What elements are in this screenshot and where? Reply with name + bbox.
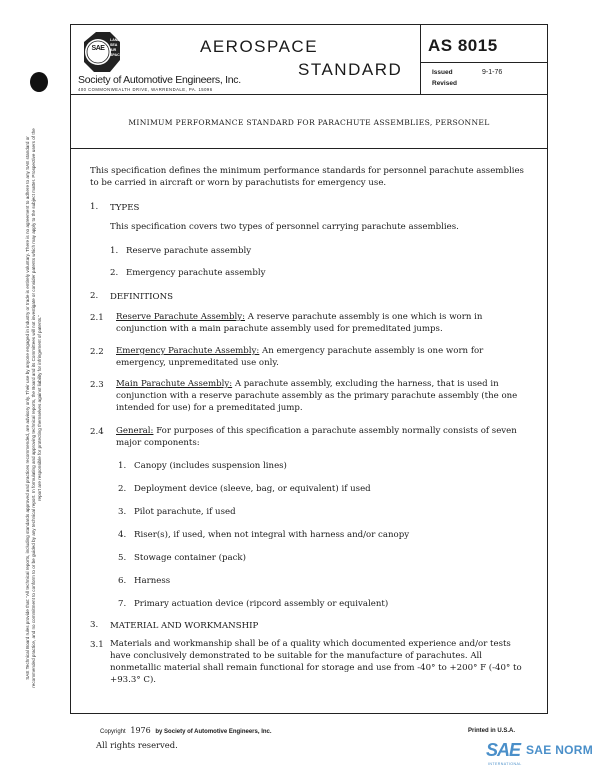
component-2-number: 2. (118, 484, 127, 494)
section-3-1-text: Materials and workmanship shall be of a quality which documented experience and/or tests have conclusively demonstrated to be suitable for the manufacture of parachutes. All nonmetallic material shall remain functional for storage and use from -40° to +200° F (-40° to +93.3° C). (110, 639, 522, 685)
issued-label: Issued (432, 69, 453, 76)
logo-letters: SAE (91, 45, 105, 52)
section-1-number: 1. (90, 202, 99, 212)
section-2-4-paragraph (116, 425, 532, 449)
section-2-1-paragraph (116, 311, 532, 335)
section-2-number: 2. (90, 291, 99, 301)
component-2-text: Deployment device (sleeve, bag, or equivalent) if used (134, 484, 371, 494)
section-1-item-2-text: Emergency parachute assembly (126, 268, 266, 278)
section-3-1-number: 3.1 (90, 640, 104, 650)
component-3-number: 3. (118, 507, 127, 517)
watermark-subtext: INTERNATIONAL (488, 762, 522, 766)
section-1-item-1-text: Reserve parachute assembly (126, 246, 252, 256)
component-5-text: Stowage container (pack) (134, 553, 246, 563)
document-frame (70, 24, 548, 714)
section-2-heading: DEFINITIONS (110, 292, 174, 302)
title-standard: STANDARD (298, 60, 403, 79)
section-2-1-number: 2.1 (90, 313, 104, 323)
component-6-number: 6. (118, 576, 127, 586)
society-address: 400 COMMONWEALTH DRIVE, WARRENDALE, PA. 15096 (78, 87, 213, 92)
component-6-text: Harness (134, 576, 171, 586)
section-2-2-text: An emergency parachute assembly is one worn for emergency, unpremeditated use only. (116, 346, 484, 368)
sae-rules-side-note: SAE Technical Board rules provide that: "All technical reports, including standards approved and practices recommended, are advisory only. Their use by anyone engaged in industry or trade is entirely voluntary. There is no agreement to adhere to any SAE standard or recommended practice, and no commitment to conform to or be guided by any technical report. In formulating and approving technical reports, the Board and its Committees will not investigate or consider patents which may apply to the subject matter. Prospective users of the report are responsible for protecting themselves against liability for infringement of patents." (25, 128, 42, 688)
section-2-4-term: General: (116, 426, 154, 436)
document-title: MINIMUM PERFORMANCE STANDARD FOR PARACHUTE ASSEMBLIES, PERSONNEL (128, 118, 490, 127)
component-5-number: 5. (118, 553, 127, 563)
issued-date: 9-1-76 (482, 69, 503, 76)
component-1-number: 1. (118, 461, 127, 471)
section-2-1-term: Reserve Parachute Assembly: (116, 312, 245, 322)
sae-norm-watermark (486, 740, 598, 770)
section-2-3-number: 2.3 (90, 380, 104, 390)
doc-number-divider (420, 24, 421, 94)
component-3-text: Pilot parachute, if used (134, 507, 236, 517)
issued-divider (420, 62, 548, 63)
copyright-label: Copyright (100, 729, 126, 735)
section-2-2-paragraph (116, 345, 532, 369)
section-2-4-number: 2.4 (90, 427, 104, 437)
component-1-text: Canopy (includes suspension lines) (134, 461, 287, 471)
doc-number: AS 8015 (428, 36, 498, 55)
section-1-item-2-number: 2. (110, 268, 119, 278)
section-1-heading: TYPES (110, 203, 140, 213)
component-7-text: Primary actuation device (ripcord assembly or equivalent) (134, 599, 389, 609)
section-1-text: This specification covers two types of personnel carrying parachute assemblies. (110, 222, 459, 232)
rights-reserved: All rights reserved. (96, 740, 178, 750)
watermark-logo: SAE (486, 740, 521, 760)
title-aerospace: AEROSPACE (200, 37, 319, 56)
intro-paragraph: This specification defines the minimum performance standards for personnel parachute assemblies to be carried in aircraft or worn by parachutists for emergency use. (90, 166, 524, 188)
revised-label: Revised (432, 80, 457, 87)
section-2-4-text: For purposes of this specification a parachute assembly normally consists of seven major components: (116, 426, 517, 448)
section-2-3-text: A parachute assembly, excluding the harness, that is used in conjunction with a reserve parachute assembly as the primary parachute assembly (the one intended for use) for a premeditated jump. (116, 379, 518, 413)
section-2-3-paragraph (116, 378, 532, 414)
component-7-number: 7. (118, 599, 127, 609)
logo-tagline: LAND SEA AIR SPACE (110, 38, 123, 57)
copyright-owner: by Society of Automotive Engineers, Inc. (155, 729, 272, 735)
copyright-year: 1976 (130, 726, 151, 735)
section-3-number: 3. (90, 620, 99, 630)
section-3-heading: MATERIAL AND WORKMANSHIP (110, 621, 259, 631)
punch-hole (30, 72, 48, 92)
section-2-1-text: A reserve parachute assembly is one which is worn in conjunction with a main parachute assembly used for premeditated jumps. (116, 312, 483, 334)
section-1-item-1-number: 1. (110, 246, 119, 256)
printed-in: Printed in U.S.A. (468, 728, 516, 734)
watermark-text: SAE NORM (526, 743, 594, 757)
title-divider (70, 148, 548, 149)
section-2-2-term: Emergency Parachute Assembly: (116, 346, 260, 356)
society-name: Society of Automotive Engineers, Inc. (78, 74, 241, 86)
section-2-3-term: Main Parachute Assembly: (116, 379, 233, 389)
header-divider (70, 94, 548, 95)
section-2-2-number: 2.2 (90, 347, 104, 357)
sae-logo (80, 30, 124, 74)
component-4-text: Riser(s), if used, when not integral with harness and/or canopy (134, 530, 410, 540)
component-4-number: 4. (118, 530, 127, 540)
copyright-line (100, 726, 272, 735)
